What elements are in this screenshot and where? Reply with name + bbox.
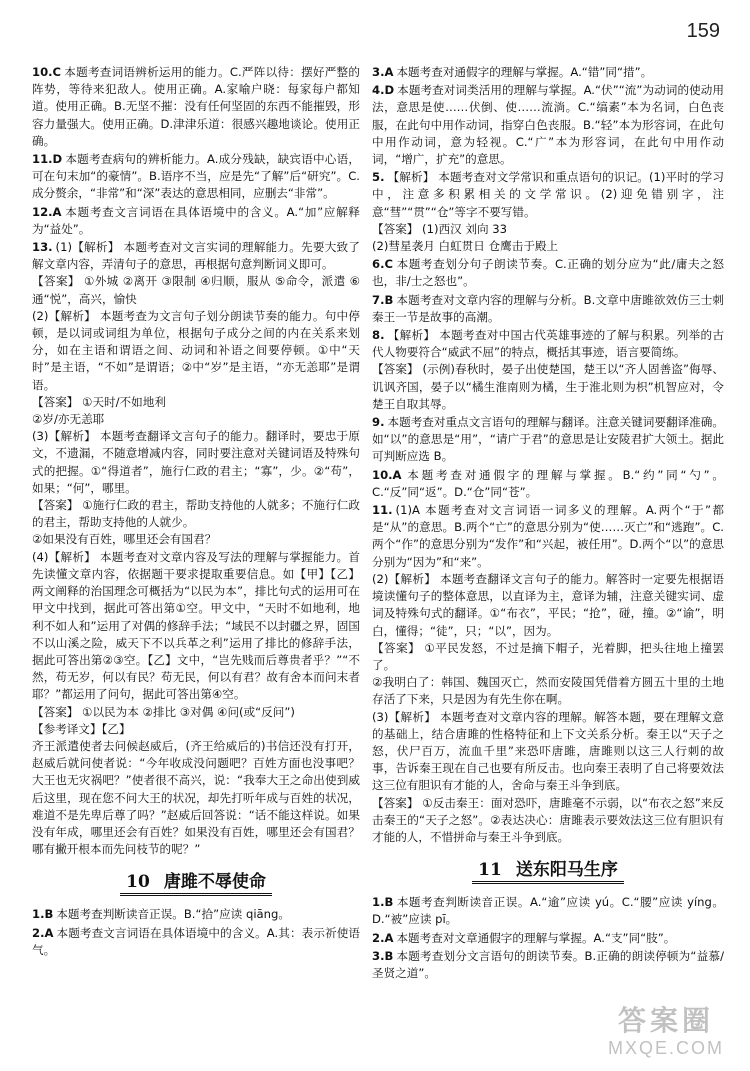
answer-text: ②我明白了：韩国、魏国灭亡，然而安陵国凭借着方圆五十里的土地存活了下来，只是因为有先生你在啊。 <box>372 675 724 707</box>
answer-number: 10.C <box>32 65 62 79</box>
answer-number: 1.B <box>32 907 54 922</box>
answer-entry <box>32 151 360 203</box>
answer-number: 3.A <box>372 65 394 79</box>
answer-number: 13. <box>32 240 53 255</box>
section-heading: 送东阳马生序 <box>515 859 618 880</box>
answer-number: 1.B <box>372 895 394 910</box>
answer-text: ②如果没有百姓，哪里还会有国君？ <box>32 532 217 547</box>
answer-entry <box>372 467 724 501</box>
answer-number: 2.A <box>32 925 54 940</box>
answer-text: 本题考查对文章通假字的理解与掌握。A.“支”同“肢”。 <box>396 930 676 945</box>
answer-entry <box>32 239 360 858</box>
answer-number: 4.D <box>372 83 395 98</box>
answer-text: (1)【解析】 本题考查对文言实词的理解能力。先要大致了解文章内容，弄清句子的意思，再根据句意判断词义即可。 <box>32 240 360 272</box>
answer-text: 【答案】 ①外城 ②离开 ③限制 ④归顺，服从 ⑤命令，派遣 ⑥通“悦”，高兴，愉快 <box>32 274 360 306</box>
answer-text: 【答案】 ①天时/不如地利 <box>32 394 166 409</box>
answer-entry <box>32 906 360 923</box>
answer-text: 【答案】 ①反击秦王：面对恐吓，唐雎毫不示弱，以“布衣之怒”来反击秦王的“天子之怒”。②表达决心：唐雎表示要效法这三位有胆识有才能的人，不惜拼命与秦王斗争到底。 <box>372 795 724 844</box>
answer-number: 2.A <box>372 930 394 945</box>
answer-entry <box>372 256 724 290</box>
answer-entry <box>372 169 724 255</box>
answer-text: 【参考译文】【乙】 <box>32 721 131 736</box>
answer-entry <box>32 64 360 150</box>
answer-entry <box>372 414 724 466</box>
answer-number: 5. <box>372 170 385 185</box>
answer-text: 本题考查划分文言语句的朗读节奏。B.正确的朗读停顿为“益慕/圣贤之道”。 <box>372 948 724 980</box>
section-title <box>32 870 360 896</box>
answer-number: 7.B <box>372 292 394 307</box>
answer-text: 【解析】 本题考查对文学常识和重点语句的识记。(1)平时的学习中，注意多积累相关的文学常识。(2)迎免错别字，注意“彗”“贯”“仓”等字不要写错。 <box>372 170 724 219</box>
answer-text: 本题考查划分句子朗读节奏。C.正确的划分应为“此/庸夫之怒也，非/士之怒也”。 <box>372 257 724 289</box>
right-column <box>372 64 724 1064</box>
section-number: 11 <box>478 859 502 880</box>
section-number: 10 <box>126 872 150 893</box>
answer-entry <box>372 894 724 928</box>
answer-text: (1)A 本题考查对文言词语一词多义的理解。A.两个“于”都是“从”的意思。B.两个“亡”的意思分别为“使……灭亡”和“逃跑”。C.两个“作”的意思分别为“发作”和“兴起，被任用”。D.两个“以”的意思分别为“因为”和“来”。 <box>372 503 724 569</box>
answer-text: 本题考查判断读音正误。B.“拾”应读 qiāng。 <box>56 907 290 922</box>
answer-entry <box>32 925 360 959</box>
answer-text: 【解析】 本题考查对中国古代英雄事迹的了解与积累。列举的古代人物要符合“威武不屈”的特点，概括其事迹，语言要简练。 <box>372 328 724 360</box>
answer-number: 9. <box>372 415 385 430</box>
answer-entry <box>372 502 724 846</box>
answer-text: 【答案】 (示例)春秋时，晏子出使楚国，楚王以“齐人固善盗”侮辱、讥讽齐国，晏子以“橘生淮南则为橘，生于淮北则为枳”机智应对，令楚王自取其辱。 <box>372 362 724 411</box>
page-number: 159 <box>686 20 720 42</box>
answer-text: 本题考查对通假字的理解与掌握。B.“约”同“勺”。C.“反”同“返”。D.“仓”同“苍”。 <box>372 467 724 499</box>
answer-number: 11.D <box>32 152 63 167</box>
answer-entry <box>372 930 724 947</box>
watermark-domain: MXQE.COM <box>607 1038 724 1058</box>
answer-text: 本题考查词语辨析运用的能力。C.严阵以待：摆好严整的阵势，等待来犯敌人。使用正确。A.家喻户晓：每家每户都知道。使用正确。B.无坚不摧：没有任何坚固的东西不能摧毁，形容力量强大。使用正确。D.津津乐道：很感兴趣地谈论。使用正确。 <box>32 65 360 148</box>
answer-text: (4)【解析】 本题考查对文章内容及写法的理解与掌握能力。首先读懂文章内容，依据题干要求提取重要信息。如【甲】【乙】两文阐释的治国理念可概括为“以民为本”，排比句式的运用可在甲文中找到，据此可答出第①空。甲文中，“天时不如地利，地利不如人和”运用了对偶的修辞手法；“域民不以封疆之界，固国不以山溪之险，威天下不以兵革之利”运用了排比的修辞手法，据此可答出第②③空。【乙】文中，“岂先贱而后尊贵者乎？”“不然，苟无岁，何以有民？苟无民，何以有君？故有舍本而问末者耶？”都运用了问句，据此可答出第④空。 <box>32 549 360 702</box>
answer-text: 【答案】 (1)西汉 刘向 33 <box>372 221 507 236</box>
answer-text: (3)【解析】 本题考查翻译文言句子的能力。翻译时，要忠于原文，不遗漏，不随意增减内容，同时要注意对关键词语及特殊句式的把握。①“得道者”，施行仁政的君主；“寡”，少。②“苟”，如果；“何”，哪里。 <box>32 429 360 495</box>
section-heading: 唐雎不辱使命 <box>163 872 266 893</box>
answer-entry <box>372 82 724 168</box>
answer-entry <box>372 292 724 326</box>
answer-entry <box>372 948 724 982</box>
left-column <box>32 64 360 1064</box>
answer-entry <box>32 204 360 238</box>
answer-text: 本题考查判断读音正误。A.“逾”应读 yú。C.“腰”应读 yíng。D.“被”应读 pī。 <box>372 895 724 927</box>
answer-number: 8. <box>372 328 385 343</box>
answer-text: 本题考查病句的辨析能力。A.成分残缺，缺宾语中心语，可在句末加“的豪情”。B.语序不当，应是先“了解”后“研究”。C.成分赘余，“非常”和“深”表达的意思相同，应删去“非常”。 <box>32 152 360 201</box>
section-title <box>372 858 724 884</box>
answer-text: (2)彗星袭月 白虹贯日 仓鹰击于殿上 <box>372 239 559 254</box>
answer-number: 11. <box>372 503 393 518</box>
answer-text: ②岁/亦无恙耶 <box>32 412 105 427</box>
answer-number: 12.A <box>32 204 62 219</box>
answer-text: 本题考查对文章内容的理解与分析。B.文章中唐雎欲效仿三士刺秦王一节是故事的高潮。 <box>372 292 724 324</box>
watermark-text: 答案圈 <box>617 1005 714 1036</box>
answer-text: 本题考查文言词语在具体语境中的含义。A.“加”应解释为“益处”。 <box>32 204 360 236</box>
answer-entry <box>372 64 724 81</box>
answer-text: (2)【解析】 本题考查翻译文言句子的能力。解答时一定要先根据语境读懂句子的整体意思，以直译为主，意译为辅，注意关键实词、虚词及特殊句式的翻译。①“布衣”，平民；“抢”，碰，撞。②“谕”，明白，懂得；“徒”，只；“以”，因为。 <box>372 571 724 638</box>
answer-text: 【答案】 ①施行仁政的君主，帮助支持他的人就多；不施行仁政的君主，帮助支持他的人就少。 <box>32 498 360 530</box>
answer-number: 3.B <box>372 948 394 963</box>
answer-entry <box>372 327 724 413</box>
answer-text: 【答案】 ①以民为本 ②排比 ③对偶 ④问(或“反问”) <box>32 704 295 719</box>
answer-text: 本题考查对通假字的理解与掌握。A.“错”同“措”。 <box>396 65 653 79</box>
answer-text: 本题考查文言词语在具体语境中的含义。A.其：表示祈使语气。 <box>32 925 360 957</box>
answer-text: 本题考查对词类活用的理解与掌握。A.“伏”“流”为动词的使动用法，意思是使……伏倒、使……流淌。C.“缟素”本为名词，白色丧服，在此句中用作动词，指穿白色丧服。B.“轻”本为形容词，在此句中用作动词，意为轻视。C.“广”本为形容词，在此句中用作动词，“增广，扩充”的意思。 <box>372 83 724 167</box>
answer-text: 本题考查对重点文言语句的理解与翻译。注意关键词要翻译准确。如“以”的意思是“用”，“请广于君”的意思是让安陵君扩大领土。据此可判断应选 B。 <box>372 415 724 464</box>
answer-text: 【答案】 ①平民发怒，不过是摘下帽子，光着脚，把头往地上撞罢了。 <box>372 640 724 672</box>
answer-number: 10.A <box>372 467 402 482</box>
answer-text: 齐王派遣使者去问候赵威后，(齐王给威后的)书信还没有打开，赵威后就问使者说：“今年收成没问题吧？百姓方面也没事吧？大王也无灾祸吧？”使者很不高兴，说：“我奉大王之命出使到威后这里，现在您不问大王的状况，却先打听年成与百姓的状况，难道不是先卑后尊了吗？”赵威后回答说：“话不能这样说。如果没有年成，哪里还会有百姓？如果没有百姓，哪里还会有国君？哪有撇开根本而先问枝节的呢？” <box>32 738 360 857</box>
answer-text: (2)【解析】 本题考查为文言句子划分朗读节奏的能力。句中停顿，是以词或词组为单位，根据句子成分之间的内在关系来划分，如在主语和谓语之间、动词和补语之间要停顿。①中“天时”是主语，“不如”是谓语；②中“岁”是主语，“亦无恙耶”是谓语。 <box>32 308 360 392</box>
watermark-logo <box>596 1005 736 1063</box>
answer-text: (3)【解析】 本题考查对文章内容的理解。解答本题，要在理解文意的基础上，结合唐雎的性格特征和上下文关系分析。秦王以“天子之怒，伏尸百万，流血千里”来恐吓唐雎，唐雎则以这三人行刺的故事，告诉秦王现在自己也要有所反击。也向秦王表明了自己将要效法这三位有胆识有才能的人，舍命与秦王斗争到底。 <box>372 709 724 793</box>
answer-number: 6.C <box>372 257 393 272</box>
